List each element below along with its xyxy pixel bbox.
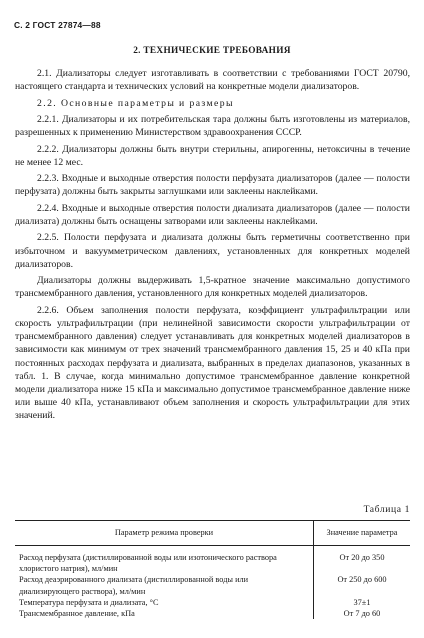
table-cell-parameter: Температура перфузата и диализата, °С [15,597,314,608]
table-caption: Таблица 1 [363,504,410,515]
paragraph-2-2-1: 2.2.1. Диализаторы и их потребительская тара должны быть изготовлены из материалов, разрешенных к применению Министерством здравоохранения СССР. [15,113,410,139]
table-cell-parameter: Трансмембранное давление, кПа [15,608,314,619]
table-header-row [15,521,410,546]
table-row [15,608,410,619]
paragraph-2-2-2: 2.2.2. Диализаторы должны быть внутри стерильны, апирогенны, нетоксичны в течение не менее 12 мес. [15,143,410,168]
table-row [15,574,410,596]
section-title: 2. ТЕХНИЧЕСКИЕ ТРЕБОВАНИЯ [133,46,291,56]
paragraph-pressure-note: Диализаторы должны выдерживать 1,5-кратное значение максимально допустимого трансмембранного давления, установленного для конкретных моделей диализаторов. [15,275,410,300]
column-header-value: Значение параметра [314,521,411,546]
column-header-parameter: Параметр режима проверки [15,521,314,546]
paragraph-2-2-3: 2.2.3. Входные и выходные отверстия полости перфузата диализаторов (далее — полости перфузата) должны быть закрыты заглушками или заклеены наклейками. [15,173,410,198]
table-row [15,597,410,608]
paragraph-2-2-5: 2.2.5. Полости перфузата и диализата должны быть герметичны соответственно при избыточном и вакуумметрическом давлениях, установленных для конкретных моделей диализаторов. [15,232,410,270]
paragraph-2-2-6: 2.2.6. Объем заполнения полости перфузата, коэффициент ультрафильтрации или скорость ультрафильтрации (при нелинейной зависимости скорости ультрафильтрации от трансмембранного давления) следует устанавливать для конкретных моделей диализаторов в зависимости как минимум от трех значений трансмембранного давления 15, 25 и 40 кПа при постоянных расходах перфузата и диализата, выбранных в пределах диапазонов, указанных в табл. 1. В случае, когда минимально допустимое трансмембранное давление конкретной модели диализатора ниже 15 кПа и максимально допустимое трансмембранное давление ниже или выше 40 кПа, устанавливают объем заполнения и скорость ультрафильтрации для этих значений. [15,304,410,422]
table-cell-parameter: Расход перфузата (дистиллированной воды или изотонического раствора хлористого натрия), мл/мин [15,546,314,575]
table-cell-value: От 7 до 60 [343,609,381,619]
document-body [15,67,410,426]
paragraph-2-2-4: 2.2.4. Входные и выходные отверстия полости диализата диализаторов (далее — полости диализата) должны быть оснащены затворами или заклеены наклейками. [15,202,410,227]
table-cell-value: От 20 до 350 [339,553,385,562]
parameters-table [15,520,410,619]
table-cell-value: 37±1 [353,597,371,607]
table-cell-value: От 250 до 600 [337,575,387,585]
paragraph-2-2: 2.2. Основные параметры и размеры [37,97,234,109]
paragraph-2-1: 2.1. Диализаторы следует изготавливать в соответствии с требованиями ГОСТ 20790, настоящего стандарта и технических условий на конкретные модели диализаторов. [15,68,410,93]
table-row [15,546,410,575]
table-cell-parameter: Расход деаэрированного диализата (дистиллированной воды или диализирующего раствора), мл/мин [15,574,314,596]
page-header: С. 2 ГОСТ 27874—88 [14,20,101,30]
